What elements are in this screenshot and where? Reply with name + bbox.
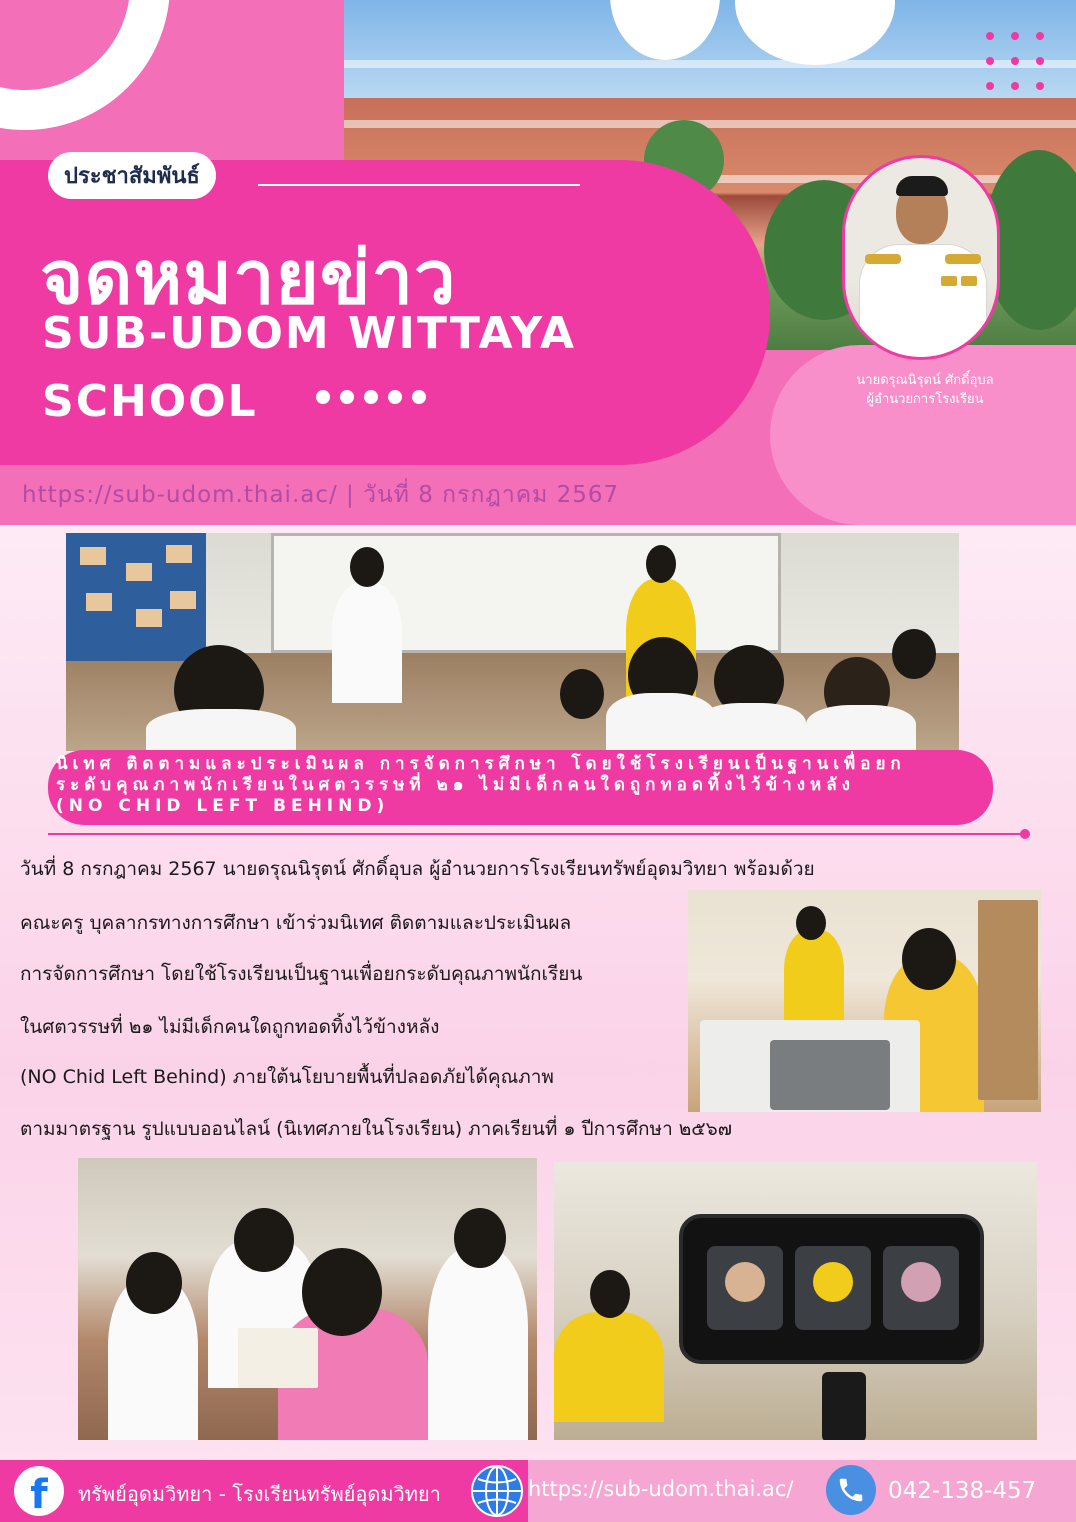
article-line: (NO Chid Left Behind) ภายใต้นโยบายพื้นที่ปลอดภัยได้คุณภาพ	[20, 1066, 554, 1088]
article-line: ตามมาตรฐาน รูปแบบออนไลน์ (นิเทศภายในโรงเรียน) ภาคเรียนที่ ๑ ปีการศึกษา ๒๕๖๗	[20, 1118, 733, 1140]
newsletter-title: จดหมายข่าว	[40, 235, 457, 321]
students-group-photo	[78, 1158, 537, 1440]
divider-line	[48, 833, 1026, 835]
phone-icon[interactable]	[826, 1465, 876, 1515]
school-name-line1: SUB-UDOM WITTAYA	[42, 308, 577, 359]
classroom-photo	[66, 533, 959, 751]
phone-number[interactable]: 042-138-457	[888, 1478, 1037, 1504]
caption-line2: ระดับคุณภาพนักเรียนในศตวรรษที่ ๒๑ ไม่มีเด็กคนใดถูกทอดทิ้งไว้ข้างหลัง	[56, 775, 855, 795]
caption-banner	[48, 750, 993, 825]
globe-icon[interactable]	[470, 1464, 524, 1518]
teachers-office-photo	[688, 890, 1041, 1112]
decorative-dot-grid	[986, 32, 1044, 90]
caption-line3: (NO CHID LEFT BEHIND)	[56, 796, 390, 816]
section-label: ประชาสัมพันธ์	[48, 152, 216, 199]
website-link[interactable]: https://sub-udom.thai.ac/	[528, 1477, 794, 1501]
decorative-dots	[316, 390, 426, 404]
article-line: การจัดการศึกษา โดยใช้โรงเรียนเป็นฐานเพื่อยกระดับคุณภาพนักเรียน	[20, 963, 583, 985]
article-line: ในศตวรรษที่ ๒๑ ไม่มีเด็กคนใดถูกทอดทิ้งไว้ข้างหลัง	[20, 1016, 440, 1038]
article-line: คณะครู บุคลากรทางการศึกษา เข้าร่วมนิเทศ ติดตามและประเมินผล	[20, 912, 572, 934]
url-and-date[interactable]: https://sub-udom.thai.ac/ | วันที่ 8 กรกฎาคม 2567	[22, 482, 620, 508]
caption-line1: นิเทศ ติดตามและประเมินผล การจัดการศึกษา โดยใช้โรงเรียนเป็นฐานเพื่อยก	[56, 754, 906, 774]
divider-dot	[1020, 829, 1030, 839]
online-meeting-photo	[554, 1162, 1037, 1440]
school-name-line2: SCHOOL	[42, 376, 258, 427]
article-line: วันที่ 8 กรกฎาคม 2567 นายดรุณนิรุตน์ ศักดิ์อุบล ผู้อำนวยการโรงเรียนทรัพย์อุดมวิทยา พร้อมด้วย	[20, 858, 815, 880]
director-position: ผู้อำนวยการโรงเรียน	[866, 392, 984, 407]
facebook-page-link[interactable]: ทรัพย์อุดมวิทยา - โรงเรียนทรัพย์อุดมวิทยา	[78, 1482, 441, 1506]
director-caption	[840, 371, 1010, 409]
facebook-icon[interactable]: f	[14, 1466, 64, 1516]
director-name: นายดรุณนิรุตน์ ศักดิ์อุบล	[856, 373, 994, 388]
divider-line	[258, 184, 580, 186]
director-portrait	[842, 155, 1000, 360]
